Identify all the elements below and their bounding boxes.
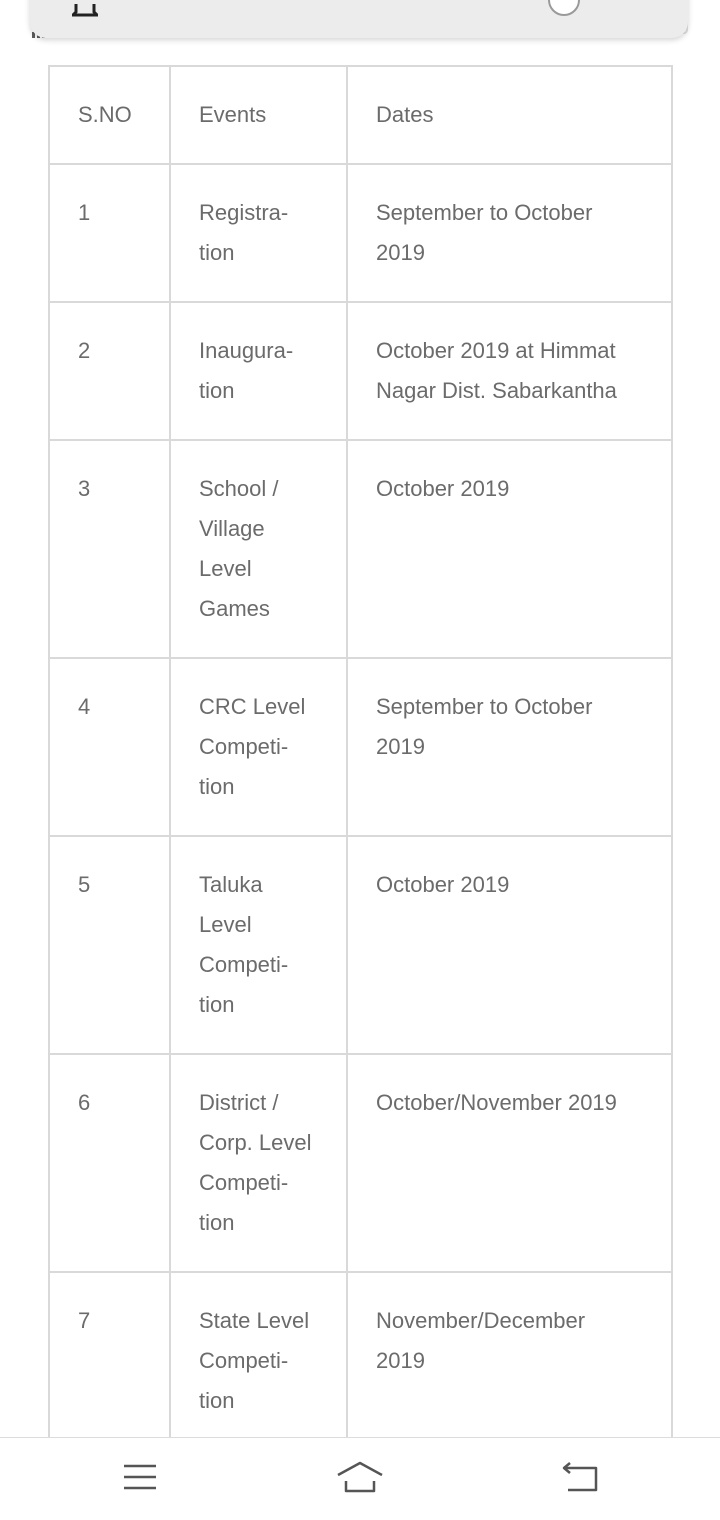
cell-dates <box>347 836 672 1054</box>
events-table-container <box>48 65 672 1491</box>
table-row <box>49 836 672 1054</box>
dates-line: September to October <box>376 694 593 719</box>
dates-line: 2019 <box>376 240 425 265</box>
event-line: Corp. Level <box>199 1130 312 1155</box>
event-line: School / <box>199 476 279 501</box>
event-line: Games <box>199 596 270 621</box>
table-row <box>49 1054 672 1272</box>
header-sno: S.NO <box>49 66 170 164</box>
bell-icon <box>72 4 98 18</box>
events-table <box>48 65 673 1491</box>
cell-sno: 1 <box>49 164 170 302</box>
cell-sno: 7 <box>49 1272 170 1490</box>
dates-line: October/November 2019 <box>376 1090 617 1115</box>
cell-sno: 4 <box>49 658 170 836</box>
table-row <box>49 658 672 836</box>
event-line: District / <box>199 1090 279 1115</box>
dates-line: 2019 <box>376 1348 425 1373</box>
cell-event <box>170 440 347 658</box>
back-button[interactable] <box>555 1458 603 1500</box>
menu-button[interactable] <box>116 1458 164 1500</box>
cell-dates <box>347 1054 672 1272</box>
event-line: tion <box>199 992 235 1017</box>
dates-line: October 2019 <box>376 872 510 897</box>
notification-shade[interactable] <box>30 0 688 38</box>
cell-dates <box>347 658 672 836</box>
cell-sno: 6 <box>49 1054 170 1272</box>
cell-sno: 5 <box>49 836 170 1054</box>
event-line: tion <box>199 774 235 799</box>
event-line: Inaugura- <box>199 338 294 363</box>
cell-sno: 3 <box>49 440 170 658</box>
table-row <box>49 302 672 440</box>
dates-line: November/December <box>376 1308 586 1333</box>
header-events: Events <box>170 66 347 164</box>
event-line: Competi- <box>199 734 289 759</box>
cell-dates <box>347 440 672 658</box>
cell-event <box>170 302 347 440</box>
quick-toggle-icon[interactable] <box>548 0 580 16</box>
event-line: tion <box>199 1210 235 1235</box>
event-line: Level <box>199 556 252 581</box>
event-line: tion <box>199 1388 235 1413</box>
event-line: Competi- <box>199 1170 289 1195</box>
cell-dates <box>347 302 672 440</box>
event-line: tion <box>199 378 235 403</box>
cell-event <box>170 164 347 302</box>
event-line: Taluka <box>199 872 263 897</box>
table-row <box>49 440 672 658</box>
table-row <box>49 164 672 302</box>
dates-line: October 2019 at Himmat <box>376 338 616 363</box>
event-line: Village <box>199 516 265 541</box>
event-line: Competi- <box>199 952 289 977</box>
dates-line: 2019 <box>376 734 425 759</box>
cell-dates <box>347 164 672 302</box>
cell-sno: 2 <box>49 302 170 440</box>
cell-event <box>170 1054 347 1272</box>
back-icon <box>560 1462 598 1497</box>
home-button[interactable] <box>336 1458 384 1500</box>
menu-icon <box>123 1464 157 1495</box>
cell-event <box>170 658 347 836</box>
event-line: Competi- <box>199 1348 289 1373</box>
navigation-bar <box>0 1437 720 1520</box>
cell-event <box>170 836 347 1054</box>
table-header-row <box>49 66 672 164</box>
event-line: Registra- <box>199 200 289 225</box>
event-line: tion <box>199 240 235 265</box>
event-line: CRC Level <box>199 694 306 719</box>
event-line: State Level <box>199 1308 310 1333</box>
dates-line: September to October <box>376 200 593 225</box>
header-dates: Dates <box>347 66 672 164</box>
event-line: Level <box>199 912 252 937</box>
dates-line: Nagar Dist. Sabarkantha <box>376 378 617 403</box>
dates-line: October 2019 <box>376 476 510 501</box>
home-icon <box>336 1461 384 1498</box>
